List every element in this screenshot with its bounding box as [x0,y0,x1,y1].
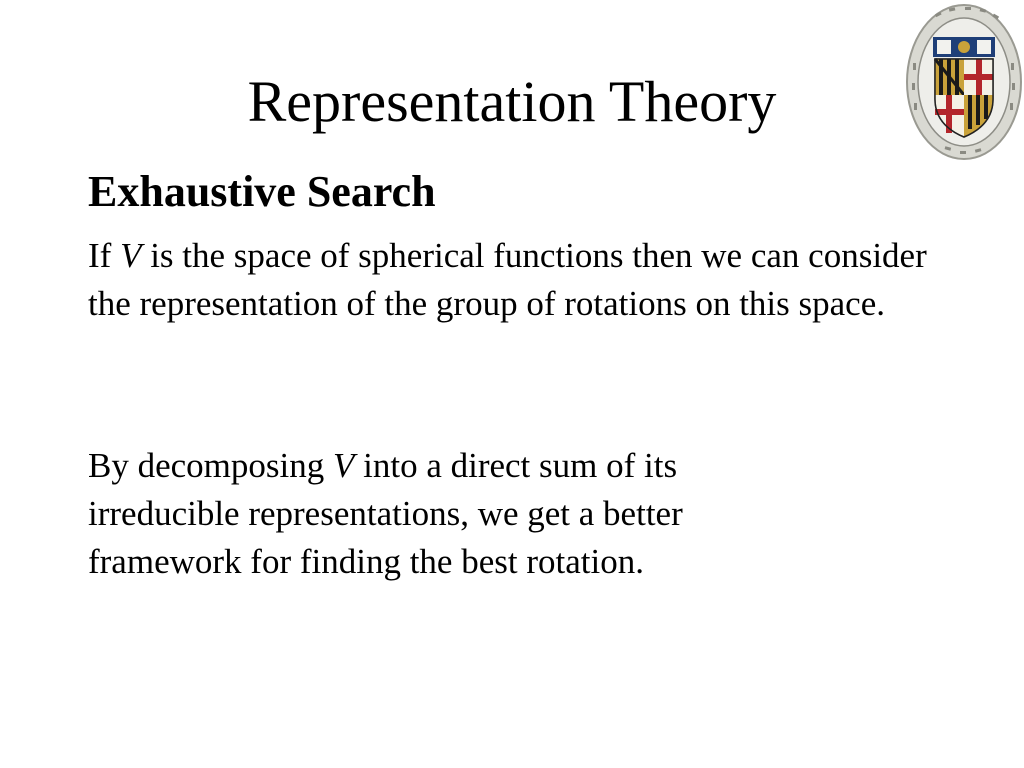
paragraph-spherical-functions [88,232,948,328]
paragraph-text-lead: By decomposing [88,446,333,485]
variable-v: V [120,236,142,275]
paragraph-text-lead: If [88,236,121,275]
paragraph-text-rest: into a direct sum of its irreducible representations, we get a better framework for finding the best rotation. [88,446,683,581]
section-heading: Exhaustive Search [88,167,436,216]
university-seal-icon [905,3,1023,161]
paragraph-decomposition [88,442,788,586]
paragraph-text-rest: is the space of spherical functions then we can consider the representation of the group of rotations on this space. [88,236,927,323]
slide-title: Representation Theory [247,69,777,134]
variable-v: V [332,446,355,485]
